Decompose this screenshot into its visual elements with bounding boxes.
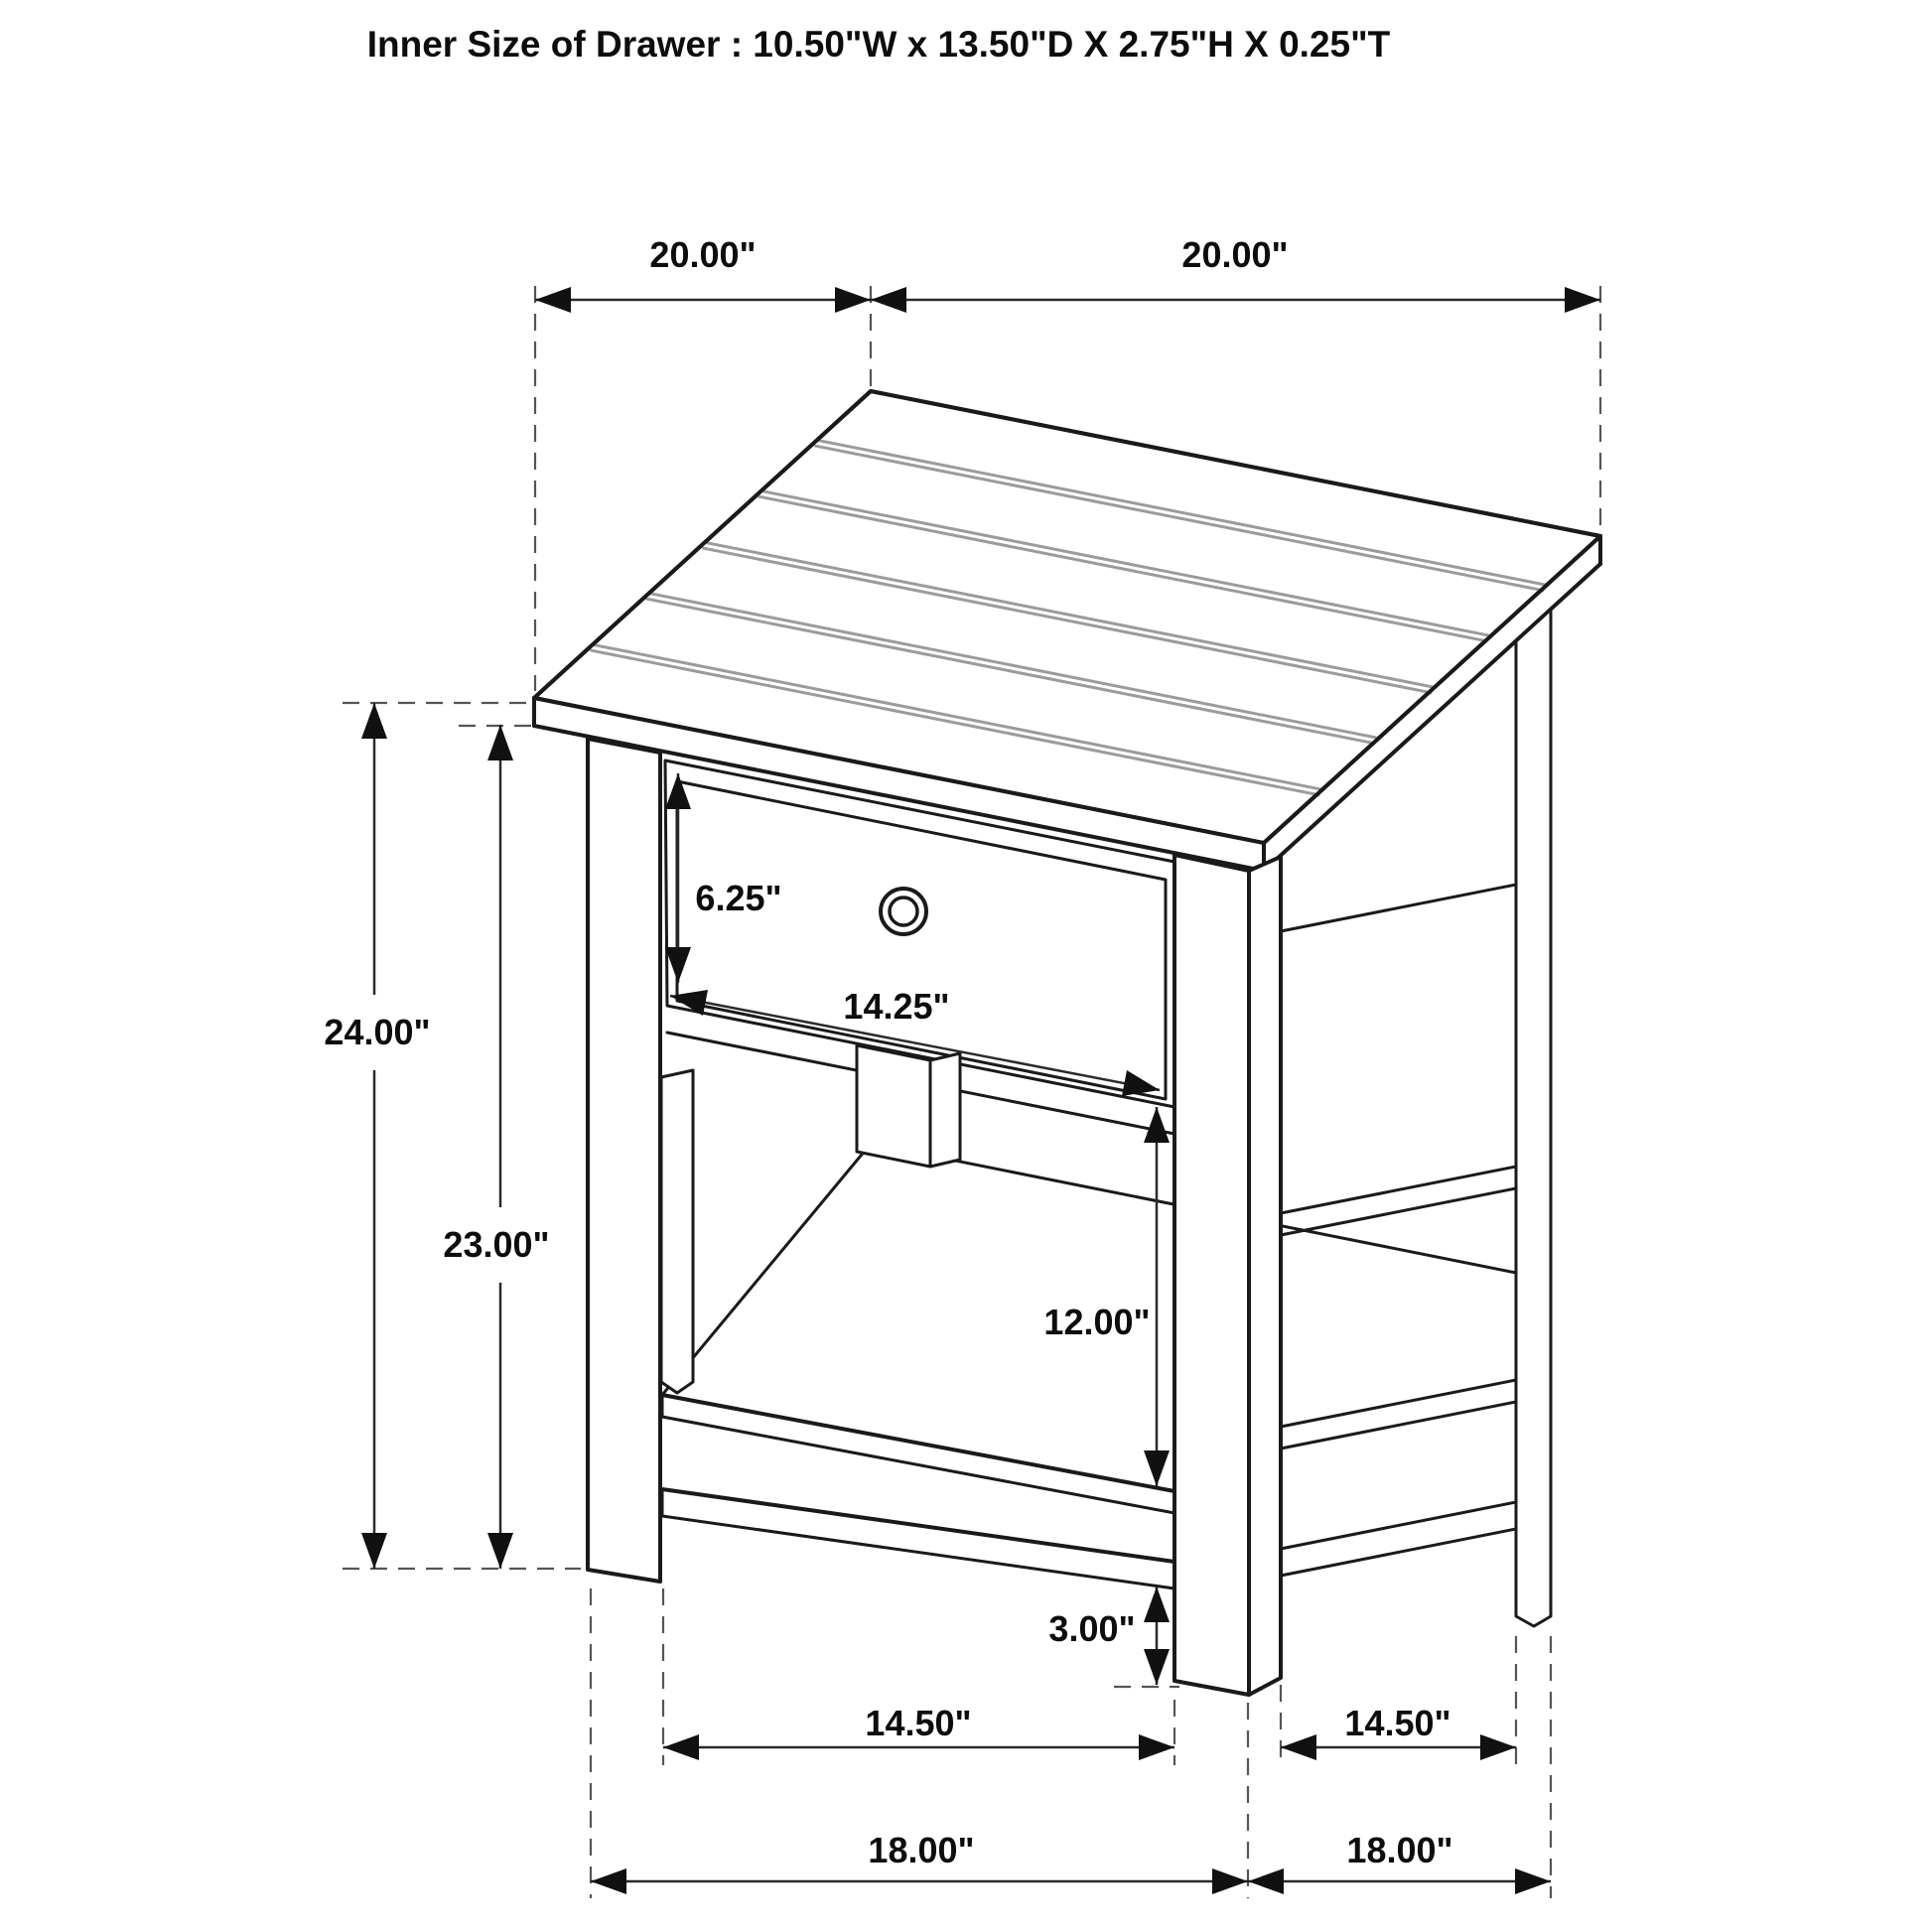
back-left-leg	[661, 1070, 693, 1393]
back-right-leg	[1516, 610, 1551, 1626]
dim-label-top-width: 20.00"	[1181, 234, 1289, 275]
shelf	[662, 1395, 1174, 1513]
dim-label-inner-span-front: 14.50"	[865, 1703, 972, 1743]
divider-block	[857, 1045, 960, 1167]
right-side-rails	[1281, 885, 1516, 1576]
dim-label-under-top-height: 23.00"	[443, 1224, 550, 1265]
dim-label-drawer-height: 6.25"	[695, 878, 782, 918]
front-right-leg	[1174, 855, 1281, 1695]
dim-label-foot-height: 3.00"	[1048, 1608, 1136, 1649]
drawing-title: Inner Size of Drawer : 10.50"W x 13.50"D X 2.75"H X 0.25"T	[366, 24, 1391, 65]
dim-label-outer-span-side: 18.00"	[1346, 1830, 1453, 1870]
dim-label-overall-height: 24.00"	[324, 1012, 431, 1052]
front-left-leg	[588, 739, 660, 1582]
shelf-hidden-edges	[662, 1144, 1516, 1395]
drawer-front	[677, 781, 1166, 1099]
front-bottom-rail	[662, 1489, 1174, 1588]
drawer-assembly	[665, 760, 1174, 1167]
dim-label-inner-span-side: 14.50"	[1344, 1703, 1451, 1743]
dim-label-shelf-clearance: 12.00"	[1043, 1302, 1151, 1342]
dim-label-outer-span-front: 18.00"	[868, 1830, 975, 1870]
dim-label-top-depth: 20.00"	[649, 234, 757, 275]
dim-label-drawer-width: 14.25"	[843, 986, 950, 1027]
